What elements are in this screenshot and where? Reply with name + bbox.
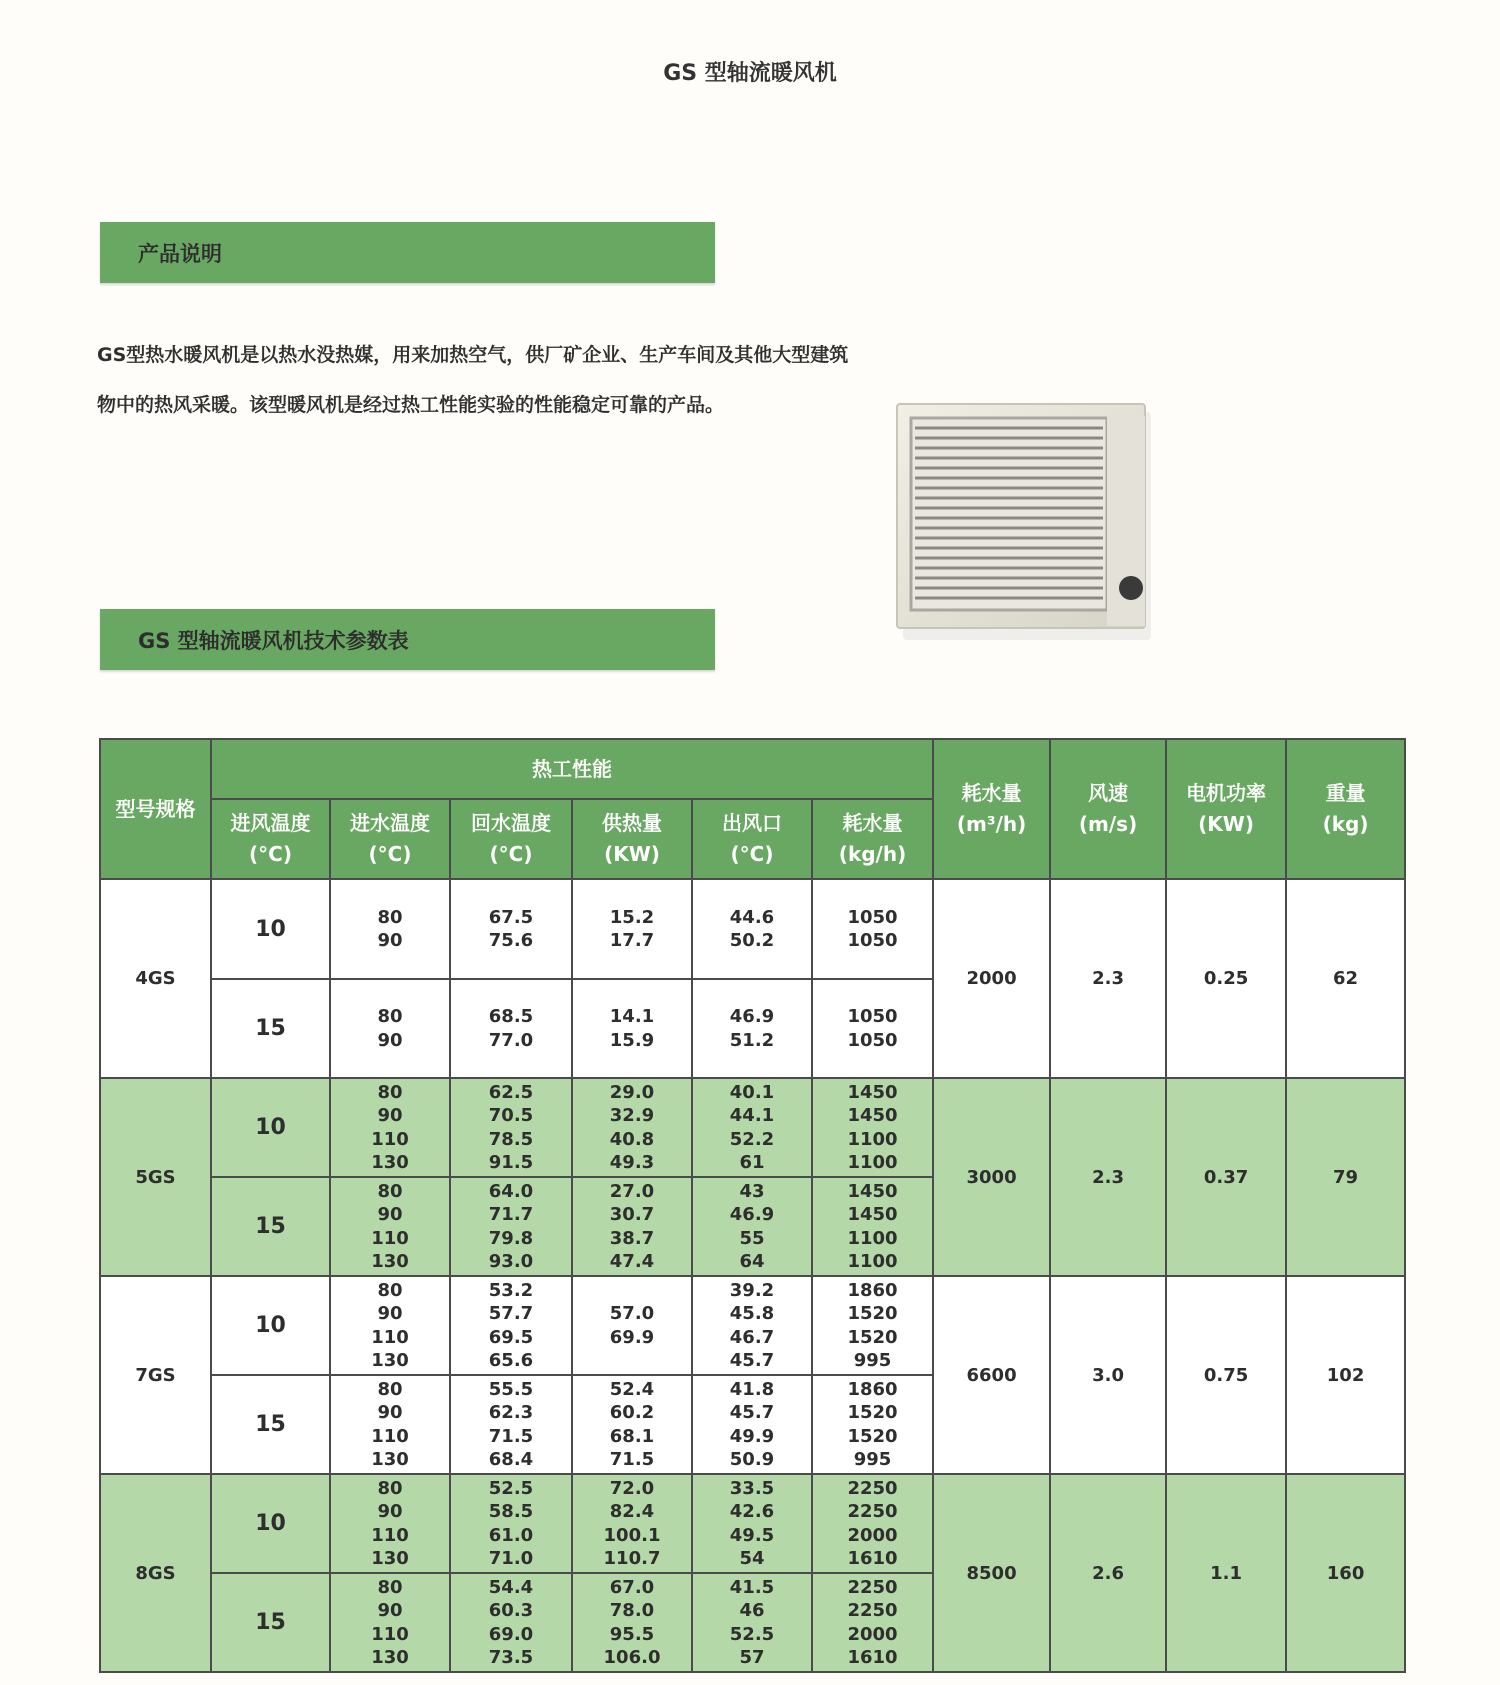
header-motor-power	[1166, 739, 1286, 879]
inlet-water-cell: 80 90	[330, 879, 450, 979]
outlet-air-cell: 46.9 51.2	[692, 979, 812, 1078]
outlet-air-cell: 44.6 50.2	[692, 879, 812, 979]
section-heading: GS 型轴流暖风机技术参数表	[138, 629, 409, 653]
wind-speed-cell: 3.0	[1050, 1276, 1166, 1474]
inlet-water-cell: 80 90	[330, 979, 450, 1078]
water-consumption-cell: 1860 1520 1520 995	[812, 1276, 933, 1375]
header-thermal-performance: 热工性能	[211, 739, 933, 799]
heat-supply-cell: 29.0 32.9 40.8 49.3	[572, 1078, 692, 1177]
water-consumption-cell: 1860 1520 1520 995	[812, 1375, 933, 1474]
air-volume-cell: 8500	[933, 1474, 1050, 1672]
model-cell: 4GS	[100, 879, 211, 1078]
return-water-cell: 55.5 62.3 71.5 68.4	[450, 1375, 572, 1474]
inlet-air-cell: 10	[211, 1078, 330, 1177]
model-group-4gs	[100, 879, 1405, 1078]
inlet-air-cell: 15	[211, 1177, 330, 1276]
water-consumption-cell: 1050 1050	[812, 879, 933, 979]
water-consumption-cell: 1050 1050	[812, 979, 933, 1078]
page-title: GS 型轴流暖风机	[663, 61, 837, 86]
header-unit: (m³/h)	[956, 812, 1027, 836]
header-model: 型号规格	[100, 739, 211, 879]
inlet-water-cell: 80 90 110 130	[330, 1474, 450, 1573]
motor-power-cell: 0.37	[1166, 1078, 1286, 1276]
weight-cell: 160	[1286, 1474, 1405, 1672]
inlet-air-cell: 10	[211, 879, 330, 979]
outlet-air-cell: 33.5 42.6 49.5 54	[692, 1474, 812, 1573]
inlet-water-cell: 80 90 110 130	[330, 1375, 450, 1474]
header-unit: (kg)	[1322, 812, 1369, 836]
heat-supply-cell: 52.4 60.2 68.1 71.5	[572, 1375, 692, 1474]
return-water-cell: 54.4 60.3 69.0 73.5	[450, 1573, 572, 1672]
water-consumption-cell: 2250 2250 2000 1610	[812, 1474, 933, 1573]
air-volume-cell: 3000	[933, 1078, 1050, 1276]
model-cell: 8GS	[100, 1474, 211, 1672]
section-header-product-description	[100, 222, 715, 283]
header-label: 风速	[1088, 781, 1129, 805]
heat-supply-cell: 67.0 78.0 95.5 106.0	[572, 1573, 692, 1672]
heat-supply-cell: 14.1 15.9	[572, 979, 692, 1078]
section-header-spec-table	[100, 609, 715, 670]
return-water-cell: 52.5 58.5 61.0 71.0	[450, 1474, 572, 1573]
weight-cell: 62	[1286, 879, 1405, 1078]
water-consumption-cell: 1450 1450 1100 1100	[812, 1078, 933, 1177]
heat-supply-cell: 72.0 82.4 100.1 110.7	[572, 1474, 692, 1573]
inlet-water-cell: 80 90 110 130	[330, 1276, 450, 1375]
outlet-air-cell: 41.5 46 52.5 57	[692, 1573, 812, 1672]
inlet-water-cell: 80 90 110 130	[330, 1078, 450, 1177]
inlet-air-cell: 15	[211, 979, 330, 1078]
header-wind-speed	[1050, 739, 1166, 879]
motor-power-cell: 0.25	[1166, 879, 1286, 1078]
header-unit: (KW)	[1198, 812, 1254, 836]
table-row	[100, 1474, 1405, 1573]
inlet-air-cell: 10	[211, 1474, 330, 1573]
header-unit: (°C)	[730, 842, 774, 866]
pipe-connector	[1119, 576, 1143, 600]
header-label: 耗水量	[842, 811, 903, 835]
header-water-consumption	[812, 799, 933, 879]
model-group-7gs	[100, 1276, 1405, 1474]
header-label: 进风温度	[230, 811, 311, 835]
header-unit: (m/s)	[1078, 812, 1138, 836]
inlet-water-cell: 80 90 110 130	[330, 1177, 450, 1276]
header-inlet-water-temp	[330, 799, 450, 879]
wind-speed-cell: 2.3	[1050, 1078, 1166, 1276]
header-label: 进水温度	[350, 811, 430, 835]
wind-speed-cell: 2.6	[1050, 1474, 1166, 1672]
header-label: 出风口	[722, 811, 782, 835]
motor-power-cell: 0.75	[1166, 1276, 1286, 1474]
header-label: 耗水量	[961, 781, 1022, 805]
table-row	[100, 879, 1405, 979]
model-cell: 5GS	[100, 1078, 211, 1276]
weight-cell: 79	[1286, 1078, 1405, 1276]
inlet-air-cell: 15	[211, 1573, 330, 1672]
water-consumption-cell: 1450 1450 1100 1100	[812, 1177, 933, 1276]
heat-supply-cell: 57.0 69.9	[572, 1276, 692, 1375]
header-label: 供热量	[602, 811, 662, 835]
header-unit: (KW)	[604, 842, 660, 866]
section-heading: 产品说明	[138, 242, 222, 266]
header-label: 重量	[1325, 781, 1366, 805]
weight-cell: 102	[1286, 1276, 1405, 1474]
return-water-cell: 67.5 75.6	[450, 879, 572, 979]
outlet-air-cell: 43 46.9 55 64	[692, 1177, 812, 1276]
water-consumption-cell: 2250 2250 2000 1610	[812, 1573, 933, 1672]
return-water-cell: 53.2 57.7 69.5 65.6	[450, 1276, 572, 1375]
inlet-water-cell: 80 90 110 130	[330, 1573, 450, 1672]
header-unit: (°C)	[489, 842, 533, 866]
return-water-cell: 64.0 71.7 79.8 93.0	[450, 1177, 572, 1276]
header-label: 回水温度	[471, 811, 551, 835]
product-description: GS型热水暖风机是以热水没热媒，用来加热空气，供厂矿企业、生产车间及其他大型建筑物中的热风采暖。该型暖风机是经过热工性能实验的性能稳定可靠的产品。	[97, 344, 849, 416]
product-photo-fan-heater	[895, 402, 1160, 650]
model-cell: 7GS	[100, 1276, 211, 1474]
header-inlet-air-temp	[211, 799, 330, 879]
wind-speed-cell: 2.3	[1050, 879, 1166, 1078]
header-air-volume	[933, 739, 1050, 879]
return-water-cell: 68.5 77.0	[450, 979, 572, 1078]
spec-table	[99, 738, 1406, 1673]
header-label: 电机功率	[1186, 781, 1267, 805]
header-outlet-air	[692, 799, 812, 879]
header-return-water-temp	[450, 799, 572, 879]
header-unit: (°C)	[368, 842, 412, 866]
table-row	[100, 1276, 1405, 1375]
header-unit: (kg/h)	[838, 842, 907, 866]
return-water-cell: 62.5 70.5 78.5 91.5	[450, 1078, 572, 1177]
motor-power-cell: 1.1	[1166, 1474, 1286, 1672]
header-unit: (°C)	[249, 842, 292, 866]
inlet-air-cell: 15	[211, 1375, 330, 1474]
table-row	[100, 1078, 1405, 1177]
header-heat-supply	[572, 799, 692, 879]
outlet-air-cell: 41.8 45.7 49.9 50.9	[692, 1375, 812, 1474]
header-weight	[1286, 739, 1405, 879]
model-group-8gs	[100, 1474, 1405, 1672]
model-group-5gs	[100, 1078, 1405, 1276]
heat-supply-cell: 27.0 30.7 38.7 47.4	[572, 1177, 692, 1276]
heat-supply-cell: 15.2 17.7	[572, 879, 692, 979]
outlet-air-cell: 39.2 45.8 46.7 45.7	[692, 1276, 812, 1375]
air-volume-cell: 6600	[933, 1276, 1050, 1474]
outlet-air-cell: 40.1 44.1 52.2 61	[692, 1078, 812, 1177]
inlet-air-cell: 10	[211, 1276, 330, 1375]
air-volume-cell: 2000	[933, 879, 1050, 1078]
